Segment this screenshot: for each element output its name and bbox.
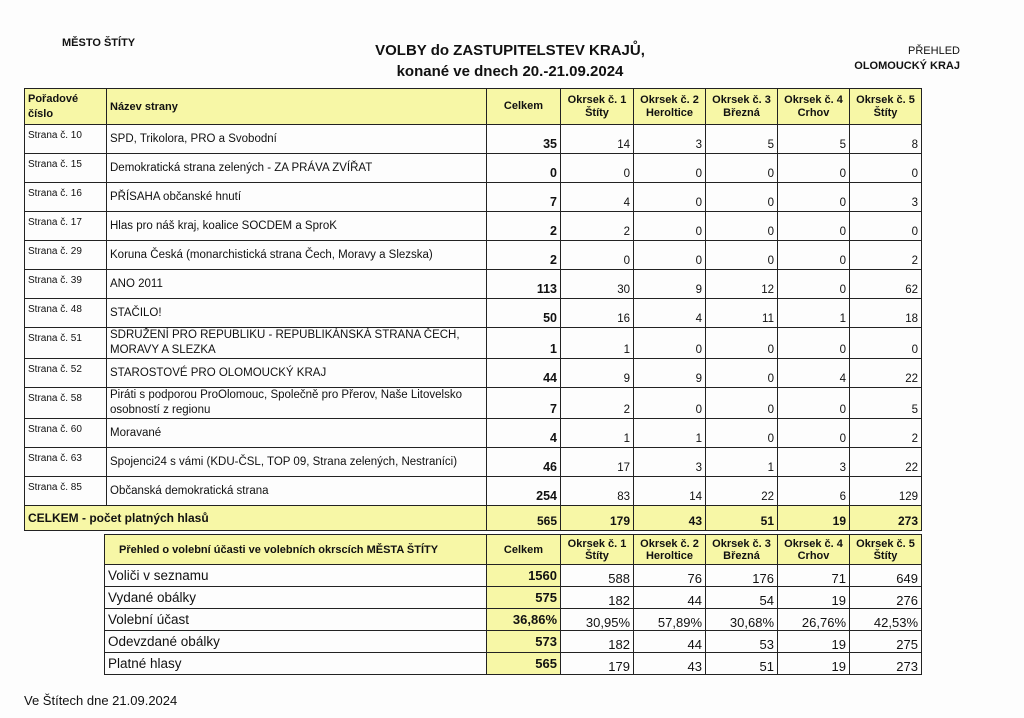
- district-name: Březná: [723, 106, 760, 119]
- table-row: [25, 448, 922, 477]
- turnout-district: 51: [706, 653, 778, 675]
- district-votes: 0: [706, 241, 778, 270]
- sum-label: CELKEM - počet platných hlasů: [25, 506, 487, 531]
- party-order: Strana č. 58: [25, 388, 107, 419]
- turnout-district: 19: [778, 587, 850, 609]
- table-row: [25, 270, 922, 299]
- party-total: 44: [487, 359, 561, 388]
- table-row: [105, 565, 922, 587]
- header-right: [800, 44, 960, 74]
- district-votes: 4: [778, 359, 850, 388]
- district-header: [850, 535, 922, 565]
- district-votes: 0: [778, 328, 850, 359]
- turnout-district: 76: [634, 565, 706, 587]
- turnout-district: 42,53%: [850, 609, 922, 631]
- turnout-district: 273: [850, 653, 922, 675]
- footer-date: Ve Štítech dne 21.09.2024: [24, 693, 178, 708]
- party-total: 35: [487, 125, 561, 154]
- district-name: Crhov: [797, 549, 830, 562]
- district-votes: 6: [778, 477, 850, 506]
- turnout-district: 44: [634, 631, 706, 653]
- district-votes: 0: [778, 419, 850, 448]
- turnout-district: 53: [706, 631, 778, 653]
- party-total: 2: [487, 212, 561, 241]
- party-name: STAROSTOVÉ PRO OLOMOUCKÝ KRAJ: [107, 359, 487, 388]
- table-row: [25, 183, 922, 212]
- district-header: [778, 89, 850, 125]
- district-votes: 0: [634, 212, 706, 241]
- results-table: [24, 88, 922, 531]
- turnout-district: 71: [778, 565, 850, 587]
- district-votes: 9: [634, 270, 706, 299]
- district-votes: 0: [706, 154, 778, 183]
- district-votes: 3: [850, 183, 922, 212]
- district-header: [778, 535, 850, 565]
- district-votes: 0: [778, 183, 850, 212]
- table-row: [25, 241, 922, 270]
- turnout-district: 182: [561, 631, 634, 653]
- district-votes: 12: [706, 270, 778, 299]
- turnout-district: 179: [561, 653, 634, 675]
- district-votes: 0: [706, 183, 778, 212]
- district-votes: 0: [706, 328, 778, 359]
- district-votes: 4: [561, 183, 634, 212]
- district-votes: 4: [634, 299, 706, 328]
- district-votes: 14: [561, 125, 634, 154]
- district-votes: 0: [778, 241, 850, 270]
- turnout-total: 565: [487, 653, 561, 675]
- district-votes: 0: [850, 154, 922, 183]
- turnout-district: 43: [634, 653, 706, 675]
- party-name: SDRUŽENÍ PRO REPUBLIKU - REPUBLIKÁNSKÁ STRANA ČECH, MORAVY A SLEZKA: [107, 328, 487, 359]
- district-votes: 0: [850, 212, 922, 241]
- district-number: Okrsek č. 3: [712, 537, 771, 550]
- district-name: Heroltice: [645, 549, 694, 562]
- district-votes: 129: [850, 477, 922, 506]
- district-votes: 0: [561, 241, 634, 270]
- turnout-district: 176: [706, 565, 778, 587]
- party-name: Demokratická strana zelených - ZA PRÁVA ZVÍŘAT: [107, 154, 487, 183]
- region-label: OLOMOUCKÝ KRAJ: [854, 60, 960, 72]
- party-order: Strana č. 63: [25, 448, 107, 477]
- turnout-total: 1560: [487, 565, 561, 587]
- sum-total: 565: [487, 506, 561, 531]
- party-order: Strana č. 48: [25, 299, 107, 328]
- party-order: Strana č. 10: [25, 125, 107, 154]
- col-party-header: Název strany: [107, 89, 487, 125]
- table-row: [25, 125, 922, 154]
- party-name: SPD, Trikolora, PRO a Svobodní: [107, 125, 487, 154]
- turnout-district: 588: [561, 565, 634, 587]
- party-total: 254: [487, 477, 561, 506]
- title-line-1: VOLBY do ZASTUPITELSTEV KRAJŮ,: [375, 42, 645, 59]
- district-votes: 30: [561, 270, 634, 299]
- district-header: [850, 89, 922, 125]
- party-name: STAČILO!: [107, 299, 487, 328]
- turnout-label: Platné hlasy: [105, 653, 487, 675]
- table-row: [105, 631, 922, 653]
- district-header: [561, 89, 634, 125]
- party-order: Strana č. 39: [25, 270, 107, 299]
- district-votes: 62: [850, 270, 922, 299]
- party-total: 2: [487, 241, 561, 270]
- district-header: [634, 89, 706, 125]
- district-votes: 0: [778, 388, 850, 419]
- party-name: Občanská demokratická strana: [107, 477, 487, 506]
- sum-district: 179: [561, 506, 634, 531]
- district-votes: 3: [634, 125, 706, 154]
- district-number: Okrsek č. 4: [784, 93, 843, 106]
- district-votes: 0: [706, 359, 778, 388]
- district-votes: 22: [850, 448, 922, 477]
- party-total: 0: [487, 154, 561, 183]
- district-votes: 0: [850, 328, 922, 359]
- district-votes: 22: [706, 477, 778, 506]
- turnout-district: 54: [706, 587, 778, 609]
- sum-row: [25, 506, 922, 531]
- party-name: PŘÍSAHA občanské hnutí: [107, 183, 487, 212]
- party-order: Strana č. 51: [25, 328, 107, 359]
- table-row: [25, 212, 922, 241]
- district-votes: 9: [634, 359, 706, 388]
- district-name: Štíty: [873, 106, 898, 119]
- district-votes: 3: [778, 448, 850, 477]
- sum-district: 19: [778, 506, 850, 531]
- turnout-label: Odevzdané obálky: [105, 631, 487, 653]
- district-name: Štíty: [585, 106, 609, 119]
- title-line-2: konané ve dnech 20.-21.09.2024: [396, 63, 624, 80]
- turnout-district: 30,68%: [706, 609, 778, 631]
- party-name: Spojenci24 s vámi (KDU-ČSL, TOP 09, Strana zelených, Nestraníci): [107, 448, 487, 477]
- party-total: 50: [487, 299, 561, 328]
- district-votes: 0: [634, 241, 706, 270]
- sum-district: 43: [634, 506, 706, 531]
- turnout-district: 30,95%: [561, 609, 634, 631]
- turnout-total: 573: [487, 631, 561, 653]
- turnout-district: 44: [634, 587, 706, 609]
- party-name: Moravané: [107, 419, 487, 448]
- district-votes: 0: [706, 419, 778, 448]
- district-votes: 1: [561, 328, 634, 359]
- district-number: Okrsek č. 5: [856, 93, 915, 106]
- party-order: Strana č. 17: [25, 212, 107, 241]
- table-row: [25, 477, 922, 506]
- party-order: Strana č. 29: [25, 241, 107, 270]
- turnout-district: 57,89%: [634, 609, 706, 631]
- turnout-district: 19: [778, 631, 850, 653]
- district-votes: 1: [778, 299, 850, 328]
- party-total: 46: [487, 448, 561, 477]
- turnout-total: 575: [487, 587, 561, 609]
- party-name: Koruna Česká (monarchistická strana Čech, Moravy a Slezska): [107, 241, 487, 270]
- district-votes: 2: [850, 419, 922, 448]
- table-row: [105, 609, 922, 631]
- party-order: Strana č. 85: [25, 477, 107, 506]
- table-row: [25, 328, 922, 359]
- district-name: Heroltice: [645, 106, 694, 119]
- district-votes: 9: [561, 359, 634, 388]
- table-row: [25, 388, 922, 419]
- turnout-district: 276: [850, 587, 922, 609]
- turnout-heading: Přehled o volební účasti ve volebních okrscích MĚSTA ŠTÍTY: [105, 535, 487, 565]
- district-votes: 0: [561, 154, 634, 183]
- district-votes: 0: [634, 328, 706, 359]
- district-number: Okrsek č. 1: [567, 93, 627, 106]
- col-order-header: Pořadové číslo: [25, 89, 107, 125]
- col-total-header: Celkem: [487, 89, 561, 125]
- sum-district: 273: [850, 506, 922, 531]
- turnout-table: [104, 534, 922, 675]
- district-votes: 2: [561, 388, 634, 419]
- district-name: Březná: [723, 549, 760, 562]
- table-row: [25, 299, 922, 328]
- district-number: Okrsek č. 3: [712, 93, 771, 106]
- party-order: Strana č. 52: [25, 359, 107, 388]
- district-votes: 1: [706, 448, 778, 477]
- party-name: ANO 2011: [107, 270, 487, 299]
- district-votes: 8: [850, 125, 922, 154]
- district-votes: 0: [706, 388, 778, 419]
- turnout-col-total-header: Celkem: [487, 535, 561, 565]
- party-total: 4: [487, 419, 561, 448]
- table-row: [25, 359, 922, 388]
- overview-label: PŘEHLED: [908, 45, 960, 57]
- district-name: Štíty: [585, 549, 609, 562]
- district-votes: 11: [706, 299, 778, 328]
- table-row: [105, 653, 922, 675]
- turnout-district: 26,76%: [778, 609, 850, 631]
- district-votes: 0: [706, 212, 778, 241]
- turnout-header-row: [105, 535, 922, 565]
- district-header: [561, 535, 634, 565]
- district-number: Okrsek č. 1: [567, 537, 627, 550]
- party-order: Strana č. 15: [25, 154, 107, 183]
- district-name: Štíty: [873, 549, 898, 562]
- district-header: [706, 535, 778, 565]
- district-votes: 1: [561, 419, 634, 448]
- district-votes: 3: [634, 448, 706, 477]
- district-votes: 16: [561, 299, 634, 328]
- district-votes: 2: [561, 212, 634, 241]
- party-order: Strana č. 60: [25, 419, 107, 448]
- turnout-district: 649: [850, 565, 922, 587]
- district-votes: 22: [850, 359, 922, 388]
- district-votes: 17: [561, 448, 634, 477]
- district-header: [706, 89, 778, 125]
- district-votes: 2: [850, 241, 922, 270]
- district-header: [634, 535, 706, 565]
- town-name: MĚSTO ŠTÍTY: [62, 37, 136, 49]
- district-votes: 5: [706, 125, 778, 154]
- table-row: [25, 154, 922, 183]
- district-votes: 0: [634, 183, 706, 212]
- party-order: Strana č. 16: [25, 183, 107, 212]
- district-votes: 0: [634, 154, 706, 183]
- district-votes: 0: [778, 154, 850, 183]
- party-name: Piráti s podporou ProOlomouc, Společně pro Přerov, Naše Litovelsko osobností z regionu: [107, 388, 487, 419]
- turnout-label: Volební účast: [105, 609, 487, 631]
- district-number: Okrsek č. 2: [640, 537, 699, 550]
- district-number: Okrsek č. 2: [640, 93, 699, 106]
- turnout-district: 182: [561, 587, 634, 609]
- party-total: 7: [487, 388, 561, 419]
- district-votes: 18: [850, 299, 922, 328]
- district-votes: 5: [778, 125, 850, 154]
- turnout-total: 36,86%: [487, 609, 561, 631]
- district-votes: 5: [850, 388, 922, 419]
- turnout-district: 19: [778, 653, 850, 675]
- district-number: Okrsek č. 5: [856, 537, 915, 550]
- district-name: Crhov: [797, 106, 830, 119]
- district-votes: 83: [561, 477, 634, 506]
- results-header-row: [25, 89, 922, 125]
- district-votes: 14: [634, 477, 706, 506]
- table-row: [25, 419, 922, 448]
- table-row: [105, 587, 922, 609]
- district-number: Okrsek č. 4: [784, 537, 843, 550]
- district-votes: 0: [778, 212, 850, 241]
- district-votes: 0: [634, 388, 706, 419]
- district-votes: 1: [634, 419, 706, 448]
- party-total: 7: [487, 183, 561, 212]
- document-title: [330, 40, 690, 82]
- party-name: Hlas pro náš kraj, koalice SOCDEM a SproK: [107, 212, 487, 241]
- sum-district: 51: [706, 506, 778, 531]
- turnout-label: Voliči v seznamu: [105, 565, 487, 587]
- turnout-district: 275: [850, 631, 922, 653]
- district-votes: 0: [778, 270, 850, 299]
- party-total: 1: [487, 328, 561, 359]
- turnout-label: Vydané obálky: [105, 587, 487, 609]
- party-total: 113: [487, 270, 561, 299]
